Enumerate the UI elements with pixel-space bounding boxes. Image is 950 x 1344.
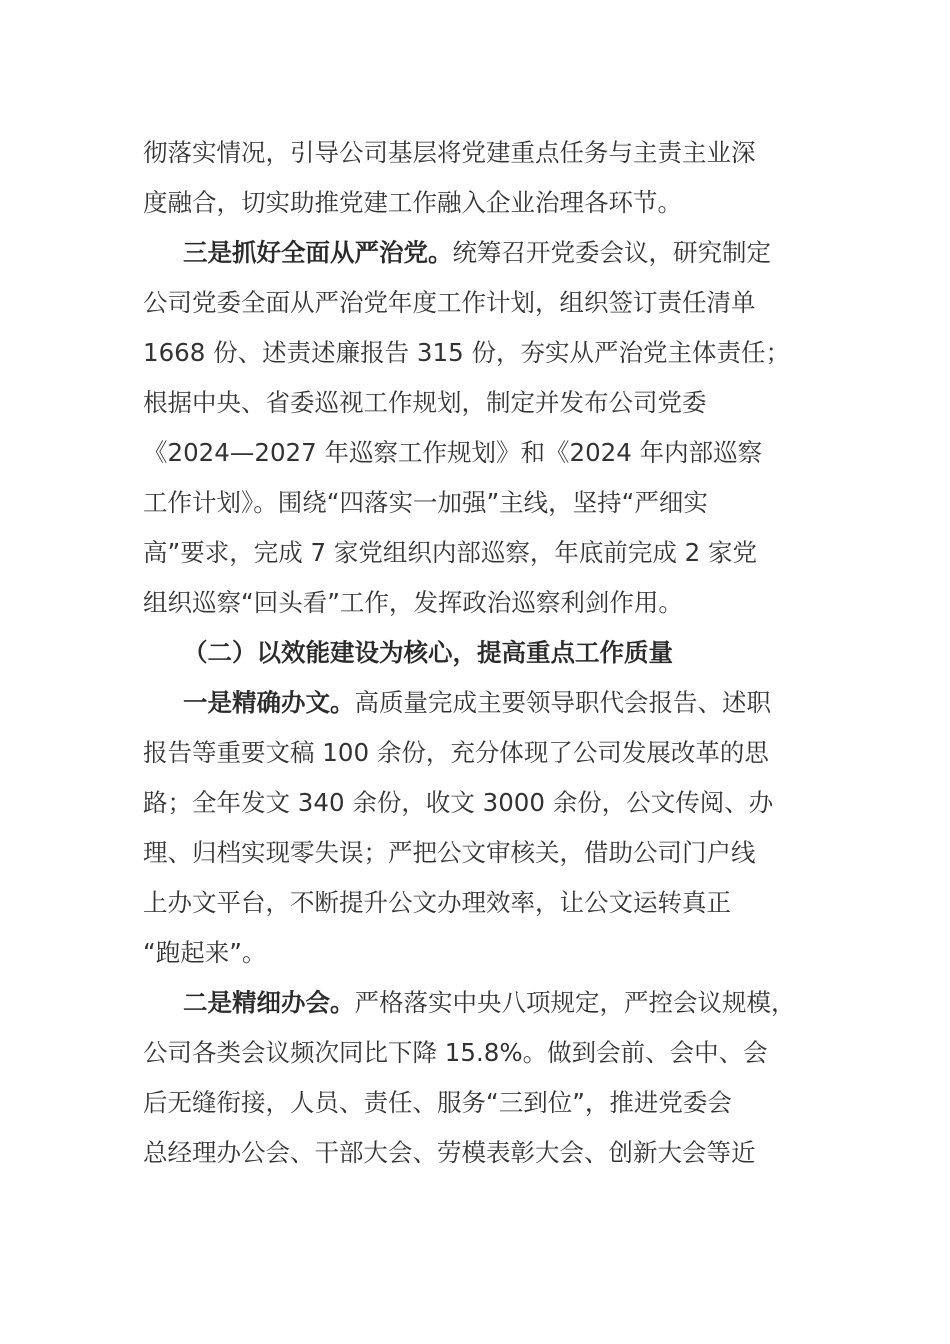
- line-text: 彻落实情况，引导公司基层将党建重点任务与主责主业深: [143, 138, 756, 167]
- paragraph-line: [143, 778, 811, 828]
- section-heading-text: （二）以效能建设为核心，提高重点工作质量: [183, 638, 673, 667]
- paragraph-line: [143, 678, 811, 728]
- line-text: 《2024—2027 年巡察工作规划》和《2024 年内部巡察: [143, 438, 763, 467]
- line-text: 工作计划》。围绕“四落实一加强”主线，坚持“严细实: [143, 488, 708, 517]
- paragraph-line: [143, 928, 811, 978]
- paragraph-line: [143, 1128, 811, 1178]
- lead-phrase: 二是精细办会。: [183, 988, 355, 1017]
- line-text: 根据中央、省委巡视工作规划，制定并发布公司党委: [143, 388, 707, 417]
- paragraph-line: [143, 478, 811, 528]
- paragraph-line: [143, 228, 811, 278]
- paragraph-line: [143, 378, 811, 428]
- line-text: 路；全年发文 340 余份，收文 3000 余份，公文传阅、办: [143, 788, 774, 817]
- line-text: 公司各类会议频次同比下降 15.8%。做到会前、会中、会: [143, 1038, 768, 1067]
- paragraph-line: [143, 278, 811, 328]
- line-text: 总经理办公会、干部大会、劳模表彰大会、创新大会等近: [143, 1138, 756, 1167]
- line-text: 公司党委全面从严治党年度工作计划，组织签订责任清单: [143, 288, 756, 317]
- lead-phrase: 三是抓好全面从严治党。: [183, 238, 453, 267]
- paragraph-line: [143, 128, 811, 178]
- paragraph-line: [143, 578, 811, 628]
- line-text: 高质量完成主要领导职代会报告、述职: [354, 688, 771, 717]
- section-heading: [143, 628, 811, 678]
- paragraph-line: [143, 528, 811, 578]
- paragraph-line: [143, 178, 811, 228]
- line-text: 统筹召开党委会议，研究制定: [452, 238, 771, 267]
- line-text: 1668 份、述责述廉报告 315 份，夯实从严治党主体责任；: [143, 338, 790, 367]
- line-text: 高”要求，完成 7 家党组织内部巡察，年底前完成 2 家党: [143, 538, 758, 567]
- document-page: [143, 128, 811, 1178]
- paragraph-line: [143, 828, 811, 878]
- line-text: “跑起来”。: [143, 938, 267, 967]
- line-text: 上办文平台，不断提升公文办理效率，让公文运转真正: [143, 888, 731, 917]
- line-text: 报告等重要文稿 100 余份，充分体现了公司发展改革的思: [143, 738, 769, 767]
- paragraph-line: [143, 428, 811, 478]
- paragraph-line: [143, 978, 811, 1028]
- paragraph-line: [143, 728, 811, 778]
- lead-phrase: 一是精确办文。: [183, 688, 355, 717]
- line-text: 组织巡察“回头看”工作，发挥政治巡察利剑作用。: [143, 588, 683, 617]
- paragraph-line: [143, 1078, 811, 1128]
- paragraph-line: [143, 1028, 811, 1078]
- paragraph-line: [143, 328, 811, 378]
- line-text: 后无缝衔接，人员、责任、服务“三到位”，推进党委会: [143, 1088, 732, 1117]
- line-text: 度融合，切实助推党建工作融入企业治理各环节。: [143, 188, 682, 217]
- line-text: 严格落实中央八项规定，严控会议规模，: [354, 988, 796, 1017]
- line-text: 理、归档实现零失误；严把公文审核关，借助公司门户线: [143, 838, 756, 867]
- paragraph-line: [143, 878, 811, 928]
